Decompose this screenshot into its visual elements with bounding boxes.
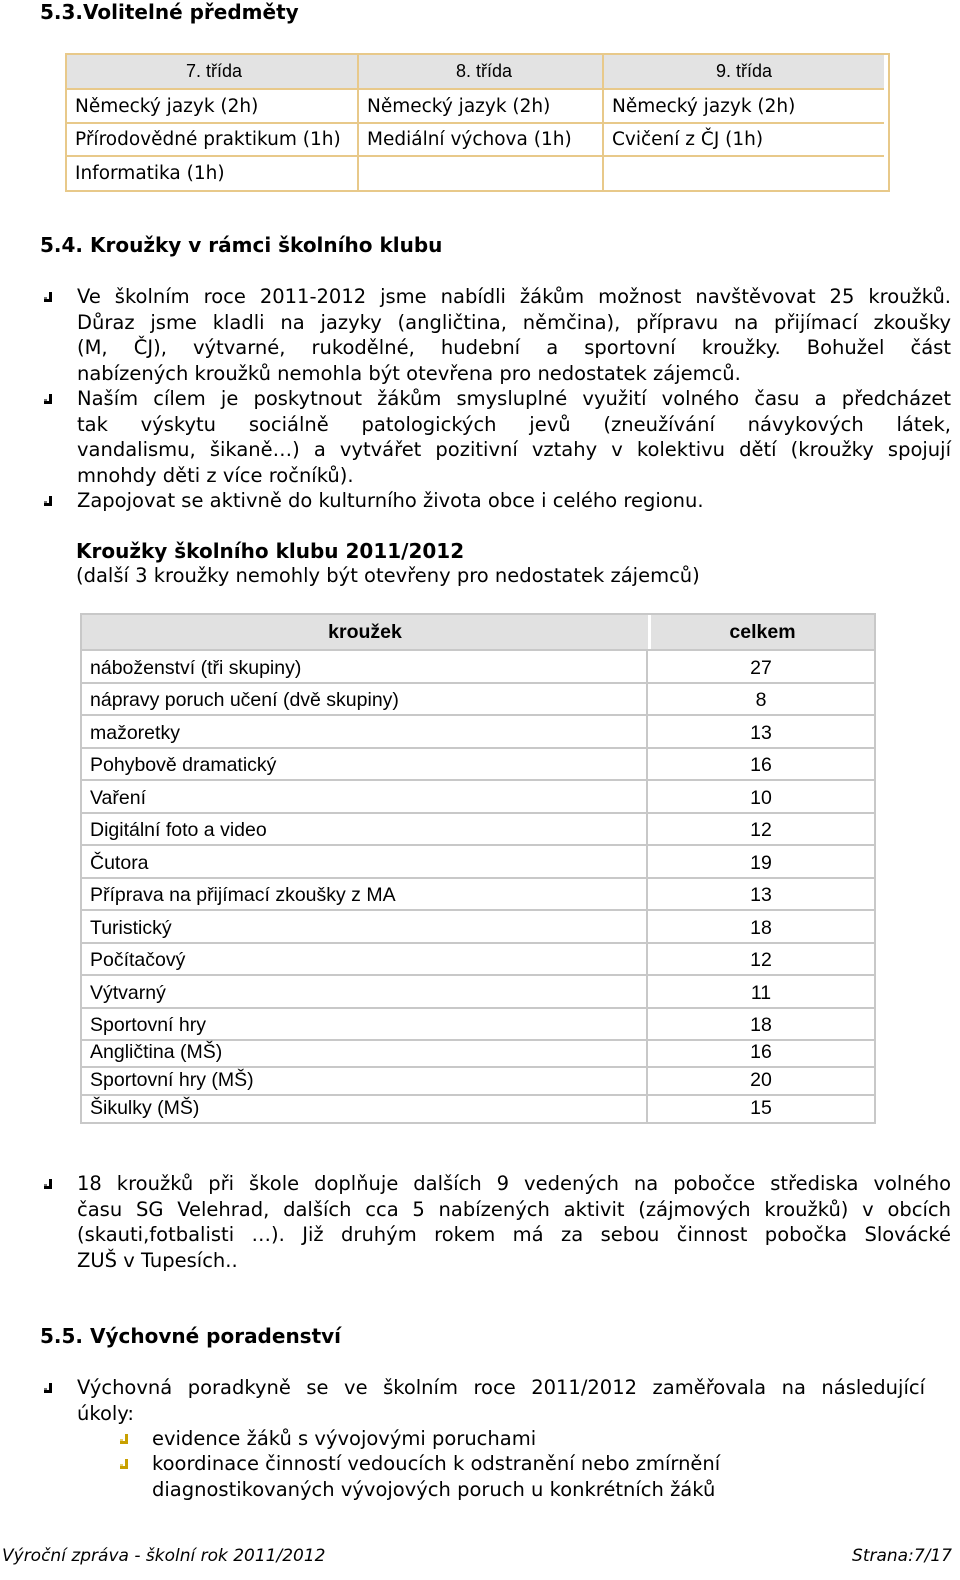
section-heading-5-3: 5.3.Volitelné předměty	[40, 0, 299, 24]
club-count: 15	[750, 1096, 772, 1119]
club-name: Výtvarný	[82, 976, 648, 1007]
club-name: Turistický	[82, 911, 648, 942]
table-row	[82, 1009, 874, 1041]
table-row	[82, 684, 874, 717]
elective-subjects-table	[65, 53, 890, 192]
text-line: mnohdy děti z více ročníků).	[77, 463, 354, 487]
text-line: času SG Velehrad, dalších cca 5 nabízených aktivit (zájmových kroužků) v obcích	[77, 1197, 951, 1221]
club-name: Sportovní hry	[82, 1009, 648, 1039]
clubs-table-note: (další 3 kroužky nemohly být otevřeny pro nedostatek zájemců)	[76, 564, 700, 587]
club-count: 11	[750, 981, 772, 1004]
club-count: 18	[750, 1013, 772, 1036]
club-name: Příprava na přijímací zkoušky z MA	[82, 879, 648, 910]
bullet-icon	[42, 291, 54, 303]
bullet-icon	[42, 1382, 54, 1394]
table-cell: Německý jazyk (2h)	[359, 90, 604, 124]
header-club: kroužek	[82, 615, 651, 649]
table-cell: Mediální výchova (1h)	[359, 124, 604, 157]
club-name: Angličtina (MŠ)	[82, 1041, 648, 1067]
sub-bullet-icon	[118, 1433, 130, 1445]
club-name: Pohybově dramatický	[82, 749, 648, 780]
text-line: diagnostikovaných vývojových poruch u konkrétních žáků	[152, 1477, 716, 1501]
table-row	[82, 879, 874, 912]
club-count: 19	[750, 851, 772, 874]
text-line: vandalismu, šikaně…) a vytvářet pozitivní vztahy v kolektivu dětí (kroužky spojují	[77, 438, 951, 461]
text-line: evidence žáků s vývojovými poruchami	[152, 1427, 537, 1450]
footer-page-number: Strana:7/17	[852, 1546, 952, 1566]
table-row	[82, 944, 874, 977]
table-cell: Cvičení z ČJ (1h)	[604, 124, 884, 157]
paragraph-clubs-goal	[77, 386, 951, 488]
paragraph-counselor	[77, 1375, 925, 1426]
club-count: 13	[750, 884, 772, 906]
table-row	[82, 716, 874, 749]
club-name: Sportovní hry (MŠ)	[82, 1068, 648, 1094]
clubs-table-title: Kroužky školního klubu 2011/2012	[76, 539, 465, 563]
club-name: Digitální foto a video	[82, 814, 648, 845]
table-header-row	[82, 615, 874, 651]
paragraph-clubs-offer	[77, 284, 951, 386]
club-count: 18	[750, 916, 772, 939]
table-row	[82, 814, 874, 847]
club-count: 16	[750, 1041, 772, 1064]
text-line: 18 kroužků při škole doplňuje dalších 9 vedených na pobočce střediska volného	[77, 1172, 951, 1195]
club-name: mažoretky	[82, 716, 648, 747]
text-line: Naším cílem je poskytnout žákům smysluplné využití volného času a předcházet	[77, 387, 951, 410]
sub-item-coordination	[152, 1451, 872, 1502]
section-heading-5-4: 5.4. Kroužky v rámci školního klubu	[40, 233, 443, 257]
table-row	[82, 846, 874, 879]
text-line: Důraz jsme kladli na jazyky (angličtina, němčina), přípravu na přijímací zkoušky	[77, 310, 951, 334]
header-grade-8: 8. třída	[359, 55, 604, 90]
table-row	[82, 911, 874, 944]
table-cell: Německý jazyk (2h)	[604, 90, 884, 124]
footer-left: Výroční zpráva - školní rok 2011/2012	[2, 1546, 326, 1566]
header-grade-7: 7. třída	[67, 55, 359, 90]
table-row	[82, 1041, 874, 1069]
club-count: 16	[750, 754, 772, 776]
bullet-icon	[42, 495, 54, 507]
text-line: Zapojovat se aktivně do kulturního života obce i celého regionu.	[77, 489, 704, 512]
table-row	[82, 976, 874, 1009]
text-line: Ve školním roce 2011-2012 jsme nabídli žákům možnost navštěvovat 25 kroužků.	[77, 285, 951, 308]
club-count: 20	[750, 1068, 772, 1091]
club-count: 10	[750, 786, 772, 809]
table-cell: Informatika (1h)	[67, 157, 359, 190]
club-name: Šikulky (MŠ)	[82, 1096, 648, 1122]
table-row	[67, 90, 888, 124]
bullet-icon	[42, 1178, 54, 1190]
club-name: Počítačový	[82, 944, 648, 975]
club-name: náboženství (tři skupiny)	[82, 651, 648, 682]
table-row	[82, 749, 874, 782]
club-name: Vaření	[82, 781, 648, 812]
table-row	[67, 157, 888, 190]
text-line: (skauti,fotbalisti …). Již druhým rokem má za sebou činnost pobočka Slovácké	[77, 1223, 951, 1246]
table-cell	[359, 157, 604, 190]
club-name: Čutora	[82, 846, 648, 877]
table-row	[82, 1068, 874, 1096]
table-cell	[604, 157, 884, 190]
paragraph-culture	[77, 488, 951, 514]
paragraph-additional-clubs	[77, 1171, 951, 1273]
table-header-row	[67, 55, 888, 90]
header-grade-9: 9. třída	[604, 55, 884, 90]
bullet-icon	[42, 393, 54, 405]
club-count: 12	[750, 949, 772, 971]
header-total: celkem	[729, 620, 796, 643]
table-row	[82, 1096, 874, 1122]
section-heading-5-5: 5.5. Výchovné poradenství	[40, 1324, 342, 1348]
sub-item-evidence	[152, 1426, 872, 1452]
table-row	[82, 651, 874, 684]
table-row	[82, 781, 874, 814]
table-cell: Německý jazyk (2h)	[67, 90, 359, 124]
table-cell: Přírodovědné praktikum (1h)	[67, 124, 359, 157]
club-count: 8	[755, 689, 767, 711]
table-row	[67, 124, 888, 157]
club-count: 27	[750, 656, 772, 679]
text-line: tak výskytu sociálně patologických jevů (zneužívání návykových látek,	[77, 412, 951, 436]
text-line: (M, ČJ), výtvarné, rukodělné, hudební a sportovní kroužky. Bohužel část	[77, 336, 951, 359]
club-count: 13	[750, 721, 772, 744]
clubs-table	[80, 613, 876, 1124]
text-line: nabízených kroužků nemohla být otevřena pro nedostatek zájemců.	[77, 361, 741, 385]
text-line: Výchovná poradkyně se ve školním roce 2011/2012 zaměřovala na následující	[77, 1376, 925, 1399]
club-name: nápravy poruch učení (dvě skupiny)	[82, 684, 648, 715]
text-line: koordinace činností vedoucích k odstranění nebo zmírnění	[152, 1452, 721, 1475]
text-line: ZUŠ v Tupesích..	[77, 1248, 238, 1272]
club-count: 12	[750, 819, 772, 841]
text-line: úkoly:	[77, 1401, 134, 1425]
sub-bullet-icon	[118, 1458, 130, 1470]
